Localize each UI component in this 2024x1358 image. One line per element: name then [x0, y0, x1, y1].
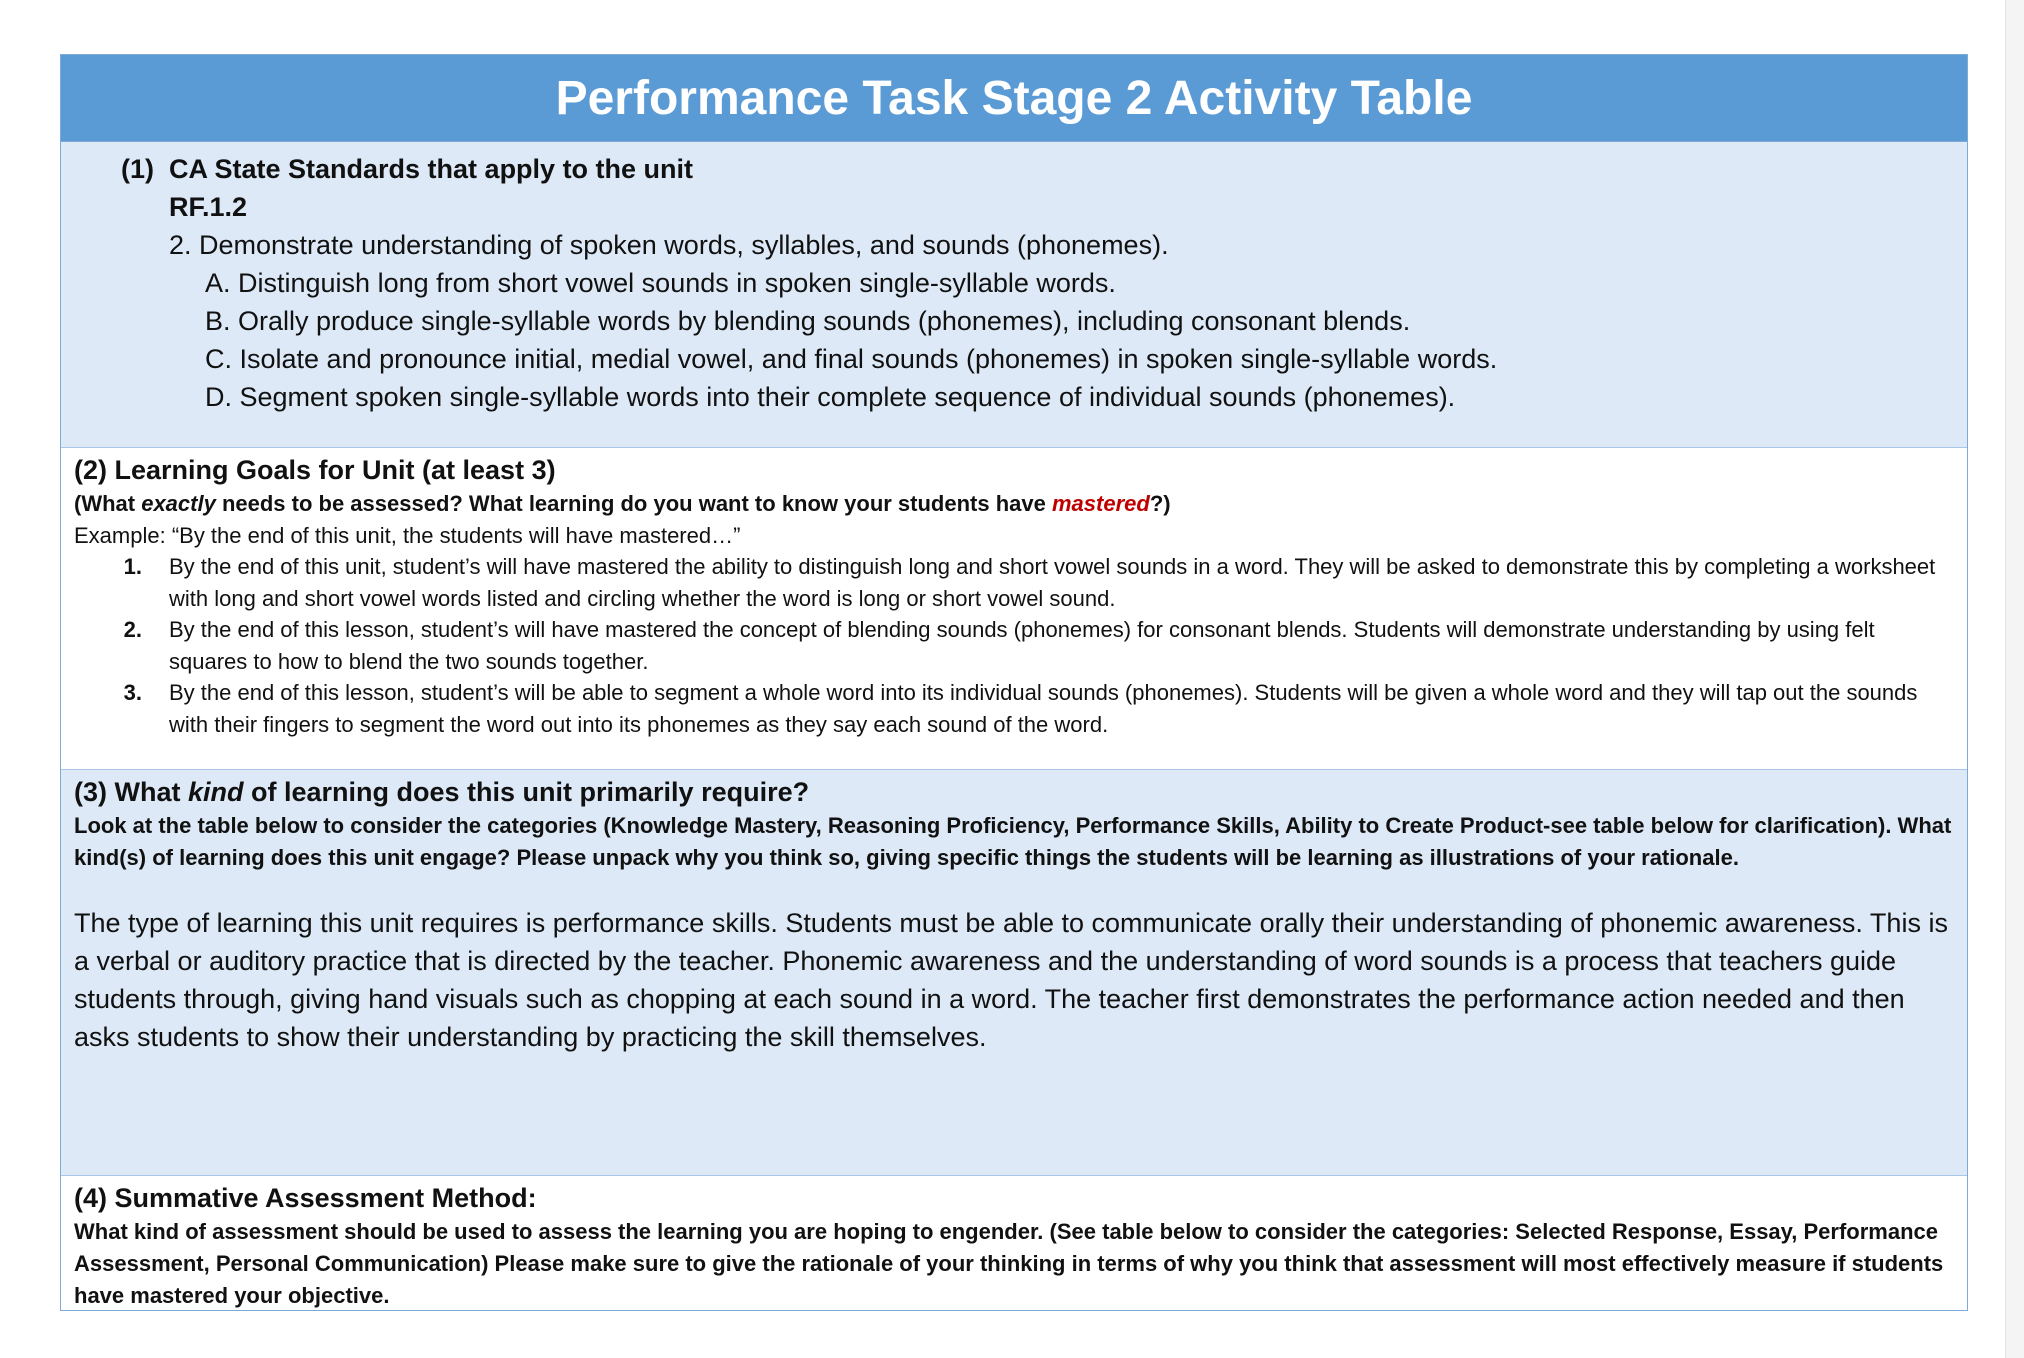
standard-item: D. Segment spoken single-syllable words into their complete sequence of individual sounds (phonemes). — [205, 382, 1456, 412]
goals-list — [61, 551, 1967, 740]
goals-question-part: (What — [74, 491, 142, 516]
standard-main: 2. Demonstrate understanding of spoken words, syllables, and sounds (phonemes). — [169, 230, 1169, 260]
section-learning-goals — [61, 448, 1967, 770]
goals-example: Example: “By the end of this unit, the students will have mastered…” — [74, 523, 741, 548]
standards-number: (1) — [121, 154, 154, 184]
table-title: Performance Task Stage 2 Activity Table — [61, 55, 1967, 142]
section-kind-of-learning — [61, 770, 1967, 1176]
standard-item: A. Distinguish long from short vowel sounds in spoken single-syllable words. — [205, 268, 1116, 298]
assessment-heading: (4) Summative Assessment Method: — [74, 1183, 537, 1213]
goals-question-mastered: mastered — [1051, 491, 1150, 516]
goals-question-part: needs to be assessed? What learning do you want to know your students have — [215, 491, 1052, 516]
activity-table — [60, 54, 1968, 1311]
goal-number: 1. — [123, 554, 142, 579]
standard-item: B. Orally produce single-syllable words by blending sounds (phonemes), including consonant blends. — [205, 306, 1411, 336]
goal-number: 2. — [123, 617, 142, 642]
goal-item — [61, 614, 1967, 677]
section-summative-assessment — [61, 1176, 1967, 1310]
goal-number: 3. — [123, 680, 142, 705]
kind-heading-part: (3) What — [74, 777, 188, 807]
standard-item: C. Isolate and pronounce initial, medial vowel, and final sounds (phonemes) in spoken single-syllable words. — [205, 344, 1498, 374]
kind-heading — [74, 774, 1967, 810]
standard-code: RF.1.2 — [169, 192, 248, 222]
goals-question — [74, 488, 1967, 520]
goal-item — [61, 677, 1967, 740]
goals-question-emphasis: exactly — [141, 491, 216, 516]
kind-heading-emphasis: kind — [188, 777, 244, 807]
section-standards — [61, 142, 1967, 448]
standards-heading-text: CA State Standards that apply to the unit — [169, 154, 694, 184]
goals-question-part: ?) — [1149, 491, 1171, 516]
goal-text: By the end of this unit, student’s will have mastered the ability to distinguish long and short vowel sounds in a word. They will be asked to demonstrate this by completing a worksheet with long and short vowel words listed and circling whether the word is long or short vowel sound. — [169, 554, 1936, 611]
goal-text: By the end of this lesson, student’s will be able to segment a whole word into its individual sounds (phonemes). Students will be given a whole word and they will tap out the sounds with their fingers to segment the word out into its phonemes as they say each sound of the word. — [169, 680, 1918, 737]
standards-heading — [121, 150, 1967, 188]
kind-question: Look at the table below to consider the categories (Knowledge Mastery, Reasoning Proficiency, Performance Skills, Ability to Create Product-see table below for clarification). What kind(s) of learning does this unit engage? Please unpack why you think so, giving specific things the students will be learning as illustrations of your rationale. — [74, 813, 1952, 870]
vertical-scrollbar[interactable] — [2005, 0, 2024, 1358]
goal-text: By the end of this lesson, student’s will have mastered the concept of blending sounds (phonemes) for consonant blends. Students will demonstrate understanding by using felt squares to how to blend the two sounds together. — [169, 617, 1875, 674]
assessment-question: What kind of assessment should be used to assess the learning you are hoping to engender. (See table below to consider the categories: Selected Response, Essay, Performance Assessment, Personal Communication) Please make sure to give the rationale of your thinking in terms of why you think that assessment will most effectively measure if students have mastered your objective. — [74, 1219, 1944, 1308]
goal-item — [61, 551, 1967, 614]
kind-heading-part: of learning does this unit primarily require? — [243, 777, 810, 807]
kind-answer: The type of learning this unit requires is performance skills. Students must be able to communicate orally their understanding of phonemic awareness. This is a verbal or auditory practice that is directed by the teacher. Phonemic awareness and the understanding of word sounds is a process that teachers guide students through, giving hand visuals such as chopping at each sound in a word. The teacher first demonstrates the performance action needed and then asks students to show their understanding by practicing the skill themselves. — [74, 908, 1948, 1052]
goals-heading: (2) Learning Goals for Unit (at least 3) — [74, 455, 556, 485]
